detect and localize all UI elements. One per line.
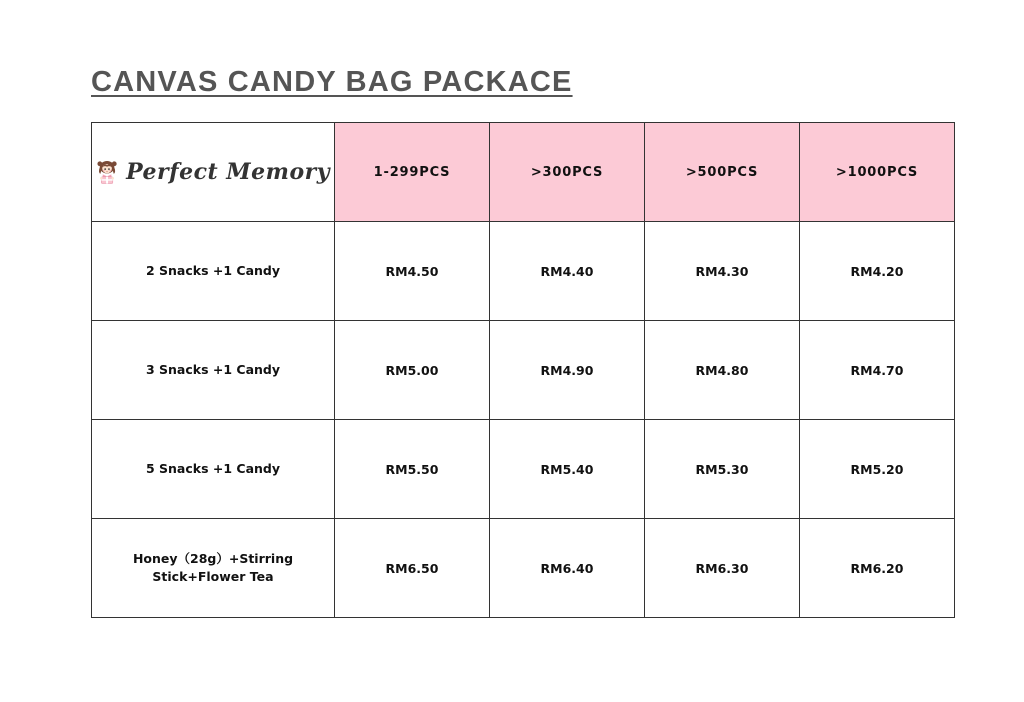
logo-cell xyxy=(92,123,335,222)
price-cell: RM6.20 xyxy=(800,519,955,618)
package-name: 3 Snacks +1 Candy xyxy=(92,321,335,420)
price-cell: RM4.70 xyxy=(800,321,955,420)
price-cell: RM5.00 xyxy=(335,321,490,420)
package-name: Honey（28g）+Stirring Stick+Flower Tea xyxy=(92,519,335,618)
price-cell: RM5.50 xyxy=(335,420,490,519)
page-title: CANVAS CANDY BAG PACKACE xyxy=(91,66,573,98)
price-cell: RM4.40 xyxy=(490,222,645,321)
header-row xyxy=(92,123,955,222)
price-cell: RM4.50 xyxy=(335,222,490,321)
brand-logo xyxy=(96,146,330,198)
tier-header: >1000PCS xyxy=(800,123,955,222)
price-cell: RM5.20 xyxy=(800,420,955,519)
price-cell: RM5.30 xyxy=(645,420,800,519)
price-cell: RM4.30 xyxy=(645,222,800,321)
girl-with-gift-icon xyxy=(96,146,118,198)
price-table xyxy=(91,122,955,618)
price-cell: RM4.90 xyxy=(490,321,645,420)
price-cell: RM4.80 xyxy=(645,321,800,420)
table-row xyxy=(92,420,955,519)
tier-header: >300PCS xyxy=(490,123,645,222)
table-row xyxy=(92,519,955,618)
price-cell: RM6.40 xyxy=(490,519,645,618)
package-name: 5 Snacks +1 Candy xyxy=(92,420,335,519)
tier-header: 1-299PCS xyxy=(335,123,490,222)
package-name: 2 Snacks +1 Candy xyxy=(92,222,335,321)
tier-header: >500PCS xyxy=(645,123,800,222)
price-cell: RM6.30 xyxy=(645,519,800,618)
price-cell: RM5.40 xyxy=(490,420,645,519)
table-row xyxy=(92,321,955,420)
price-cell: RM4.20 xyxy=(800,222,955,321)
logo-text: Perfect Memory xyxy=(126,159,330,185)
table-row xyxy=(92,222,955,321)
price-cell: RM6.50 xyxy=(335,519,490,618)
